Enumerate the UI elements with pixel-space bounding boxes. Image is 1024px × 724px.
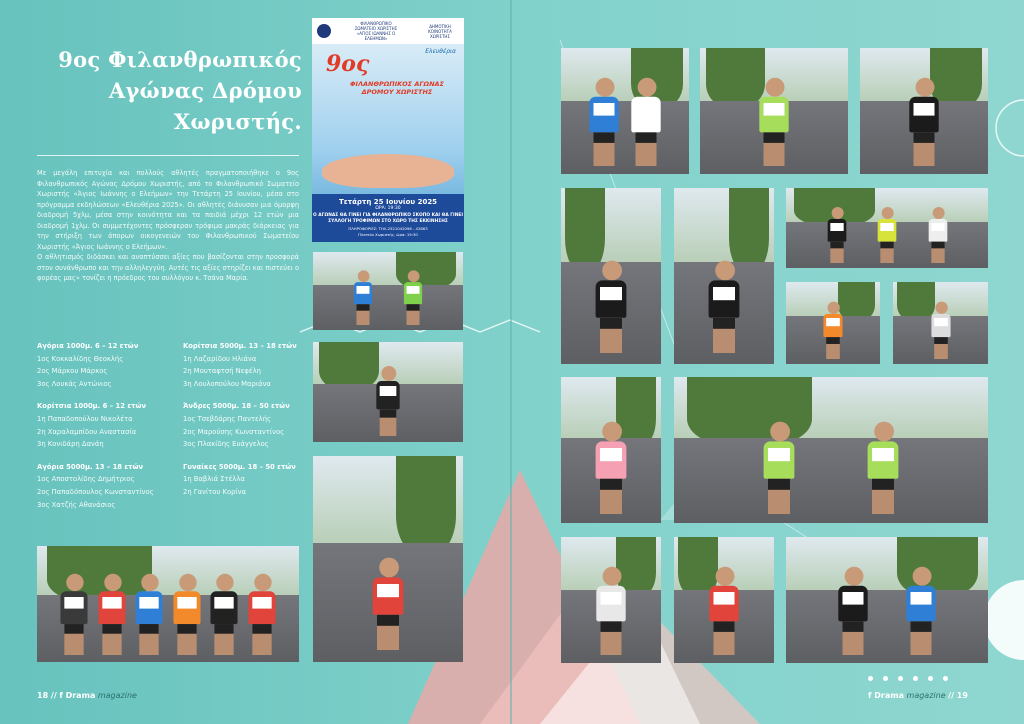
race-photo [674,188,774,364]
runner-figure [878,207,897,263]
runner-figure [596,422,627,514]
article-paragraph-2: Ο αθλητισμός διδάσκει και αναπτύσσει αξίες που βασίζονται στην προσφορά στον συνάνθρωπο και την αλληλεγγύη. Αυτές τις αξίες στηρίζει και πιστεύει ο φορέας μας» τονίζει η πρόεδρος του συλλόγου κ. Τσάνα Μαρία. [37,253,299,282]
race-photo [37,546,299,662]
runner-figure [373,557,404,649]
title-line-1: 9ος Φιλανθρωπικός [58,47,302,72]
article-paragraph-1: Με μεγάλη επιτυχία και πολλούς αθλητές πραγματοποιήθηκε ο 9ος Φιλανθρωπικός Αγώνας Δρόμου Χωριστής, από το Φιλανθρωπικό Σωματείο Χωριστής «Άγιος Ιωάννης ο Ελεήμων» την Τετάρτη 25 Ιουνίου, μέσα στο πρόγραμμα εκδηλώσεων «Ελευθέρια 2025». Οι αθλητές διάνυσαν μια όμορφη διαδρομή 5χλμ, μέσα στην κοινότητα και τα παιδιά μέχρι 12 ετών μια διαδρομή 1χλμ. Οι συμμετέχοντες πρόσφεραν τρόφιμα μακράς διάρκειας για την στήριξη των άπορων οικογενειών του Φιλανθρωπικού Σωματείου Χωριστής «Άγιος Ιωάννης ο Ελεήμων». [37,169,299,251]
article-title [30,44,302,137]
runner-figure [354,271,372,326]
runner-figure [248,574,275,655]
decorative-dots [868,676,948,681]
result-entry: 3η Κονιδάρη Δανάη [37,440,104,449]
race-photo [860,48,988,174]
result-group [37,400,177,450]
result-entry: 3η Λουλοπούλου Μαριάνα [183,379,271,388]
results-column-left [37,340,177,521]
result-entry: 2η Μουταφτσή Νεφέλη [183,367,261,376]
runner-figure [906,567,935,655]
municipality-logo-icon [317,24,331,38]
results-column-right [183,340,305,509]
race-photo [561,48,689,174]
footer-brand-left: f Drama [59,691,96,700]
runner-figure [839,567,868,655]
runner-figure [709,261,740,353]
poster-header [312,18,464,44]
runner-figure [827,207,846,263]
race-photo [893,282,988,364]
footer-brand-right: f Drama [868,691,904,700]
result-entry: 2ος Μάρκου Μάρκος [37,367,108,376]
race-photo [561,188,661,364]
poster-org-right: ΔΗΜΟΤΙΚΗ ΚΟΙΝΟΤΗΤΑ ΧΩΡΙΣΤΗΣ [428,23,452,39]
poster-brand: Ελευθέρια [425,48,456,55]
race-poster [312,18,464,242]
runner-figure [589,78,618,166]
race-photo [674,377,988,523]
result-heading: Αγόρια 5000μ. 13 – 18 ετών [37,462,144,471]
article-body [37,168,299,284]
result-entry: 3ος Πλακίδης Ευάγγελος [183,440,269,449]
race-photo [561,377,661,523]
runner-figure [868,422,899,514]
hand-illustration [322,154,454,188]
runner-figure [136,574,163,655]
race-photo [786,537,988,663]
footer-right [868,691,968,700]
page-number-left: 18 // [37,691,57,700]
poster-time: ΩΡΑ: 19:30 [375,206,401,211]
result-heading: Άνδρες 5000μ. 18 – 50 ετών [183,402,290,411]
runner-figure [759,78,788,166]
runner-figure [61,574,88,655]
poster-date: Τετάρτη 25 Ιουνίου 2025 [338,198,438,206]
poster-subtitle: ΦΙΛΑΝΘΡΩΠΙΚΟΣ ΑΓΩΝΑΣ ΔΡΟΜΟΥ ΧΩΡΙΣΤΗΣ [350,80,444,96]
result-entry: 2ος Μαρούσης Κωνσταντίνος [183,427,285,436]
result-entry: 3ος Λουκάς Αντώνιος [37,379,112,388]
result-entry: 2η Χαραλαμπίδου Αναστασία [37,427,137,436]
race-photo [786,282,880,364]
race-photo [313,252,463,330]
result-entry: 1η Βαβλιά Στέλλα [183,475,245,484]
title-line-2: Αγώνας Δρόμου [108,78,302,103]
runner-figure [211,574,238,655]
race-photo [313,342,463,442]
poster-org-left: ΦΙΛΑΝΘΡΩΠΙΚΟ ΣΩΜΑΤΕΙΟ ΧΩΡΙΣΤΗΣ «ΑΓΙΟΣ ΙΩΑΝΝΗΣ Ο ΕΛΕΗΜΩΝ» [354,21,398,41]
result-heading: Κορίτσια 5000μ. 13 – 18 ετών [183,342,297,350]
runner-figure [931,302,950,359]
result-entry: 1η Λαζαρίδου Ηλιάνα [183,354,257,363]
runner-figure [763,422,794,514]
result-heading: Αγόρια 1000μ. 6 – 12 ετών [37,342,139,350]
result-entry: 1ος Κοκκαλίδης Θεοκλής [37,354,124,363]
poster-edition-number: 9ος [326,51,370,77]
runner-figure [632,78,661,166]
result-group [183,340,305,390]
race-photo [786,188,988,268]
result-entry: 2ος Παπαδόπουλος Κωνσταντίνος [37,487,154,496]
result-heading: Γυναίκες 5000μ. 18 – 50 ετών [183,462,296,471]
runner-figure [709,567,738,655]
title-line-3: Χωριστής. [173,109,302,134]
result-group [183,400,305,450]
page-number-right: // 19 [948,691,968,700]
poster-info: ΠΛΗΡΟΦΟΡΙΕΣ: ΤΗΛ.2521042096 - 42863 [348,226,428,231]
race-photo [313,456,463,662]
result-group [37,340,177,390]
runner-figure [596,567,625,655]
runner-figure [404,271,422,326]
runner-figure [173,574,200,655]
race-photo [700,48,848,174]
result-entry: 1ος Τσεβδάρης Παντελής [183,414,271,423]
poster-date-panel [312,194,464,242]
result-entry: 1η Παπαδοπούλου Νικολέτα [37,414,133,423]
footer-magazine-right: magazine [906,691,946,700]
result-heading: Κορίτσια 1000μ. 6 – 12 ετών [37,402,146,411]
result-entry: 3ος Χατζής Αθανάσιος [37,500,116,509]
runner-figure [596,261,627,353]
footer-left [37,691,137,700]
poster-purpose: Ο ΑΓΩΝΑΣ ΘΑ ΓΙΝΕΙ ΓΙΑ ΦΙΛΑΝΘΡΩΠΙΚΟ ΣΚΟΠΟ ΚΑΙ ΘΑ ΓΙΝΕΙ ΣΥΛΛΟΓΗ ΤΡΟΦΙΜΩΝ ΣΤΟ ΧΩΡΟ ΤΗΣ ΕΚΚΙΝΗΣΗΣ [313,213,463,224]
runner-figure [909,78,938,166]
race-photo [674,537,774,663]
runner-figure [98,574,125,655]
footer-magazine-left: magazine [97,691,137,700]
result-group [37,461,177,511]
runner-figure [928,207,947,263]
runner-figure [823,302,842,359]
race-photo [561,537,661,663]
poster-place: Πλατεία Χωριστής, ώρα: 19:30 [358,232,418,237]
title-divider [37,155,299,156]
result-entry: 2η Γανίτου Κορίνα [183,487,247,496]
result-entry: 1ος Αποστολίδης Δημήτριος [37,475,135,484]
runner-figure [376,366,399,436]
result-group [183,461,305,499]
